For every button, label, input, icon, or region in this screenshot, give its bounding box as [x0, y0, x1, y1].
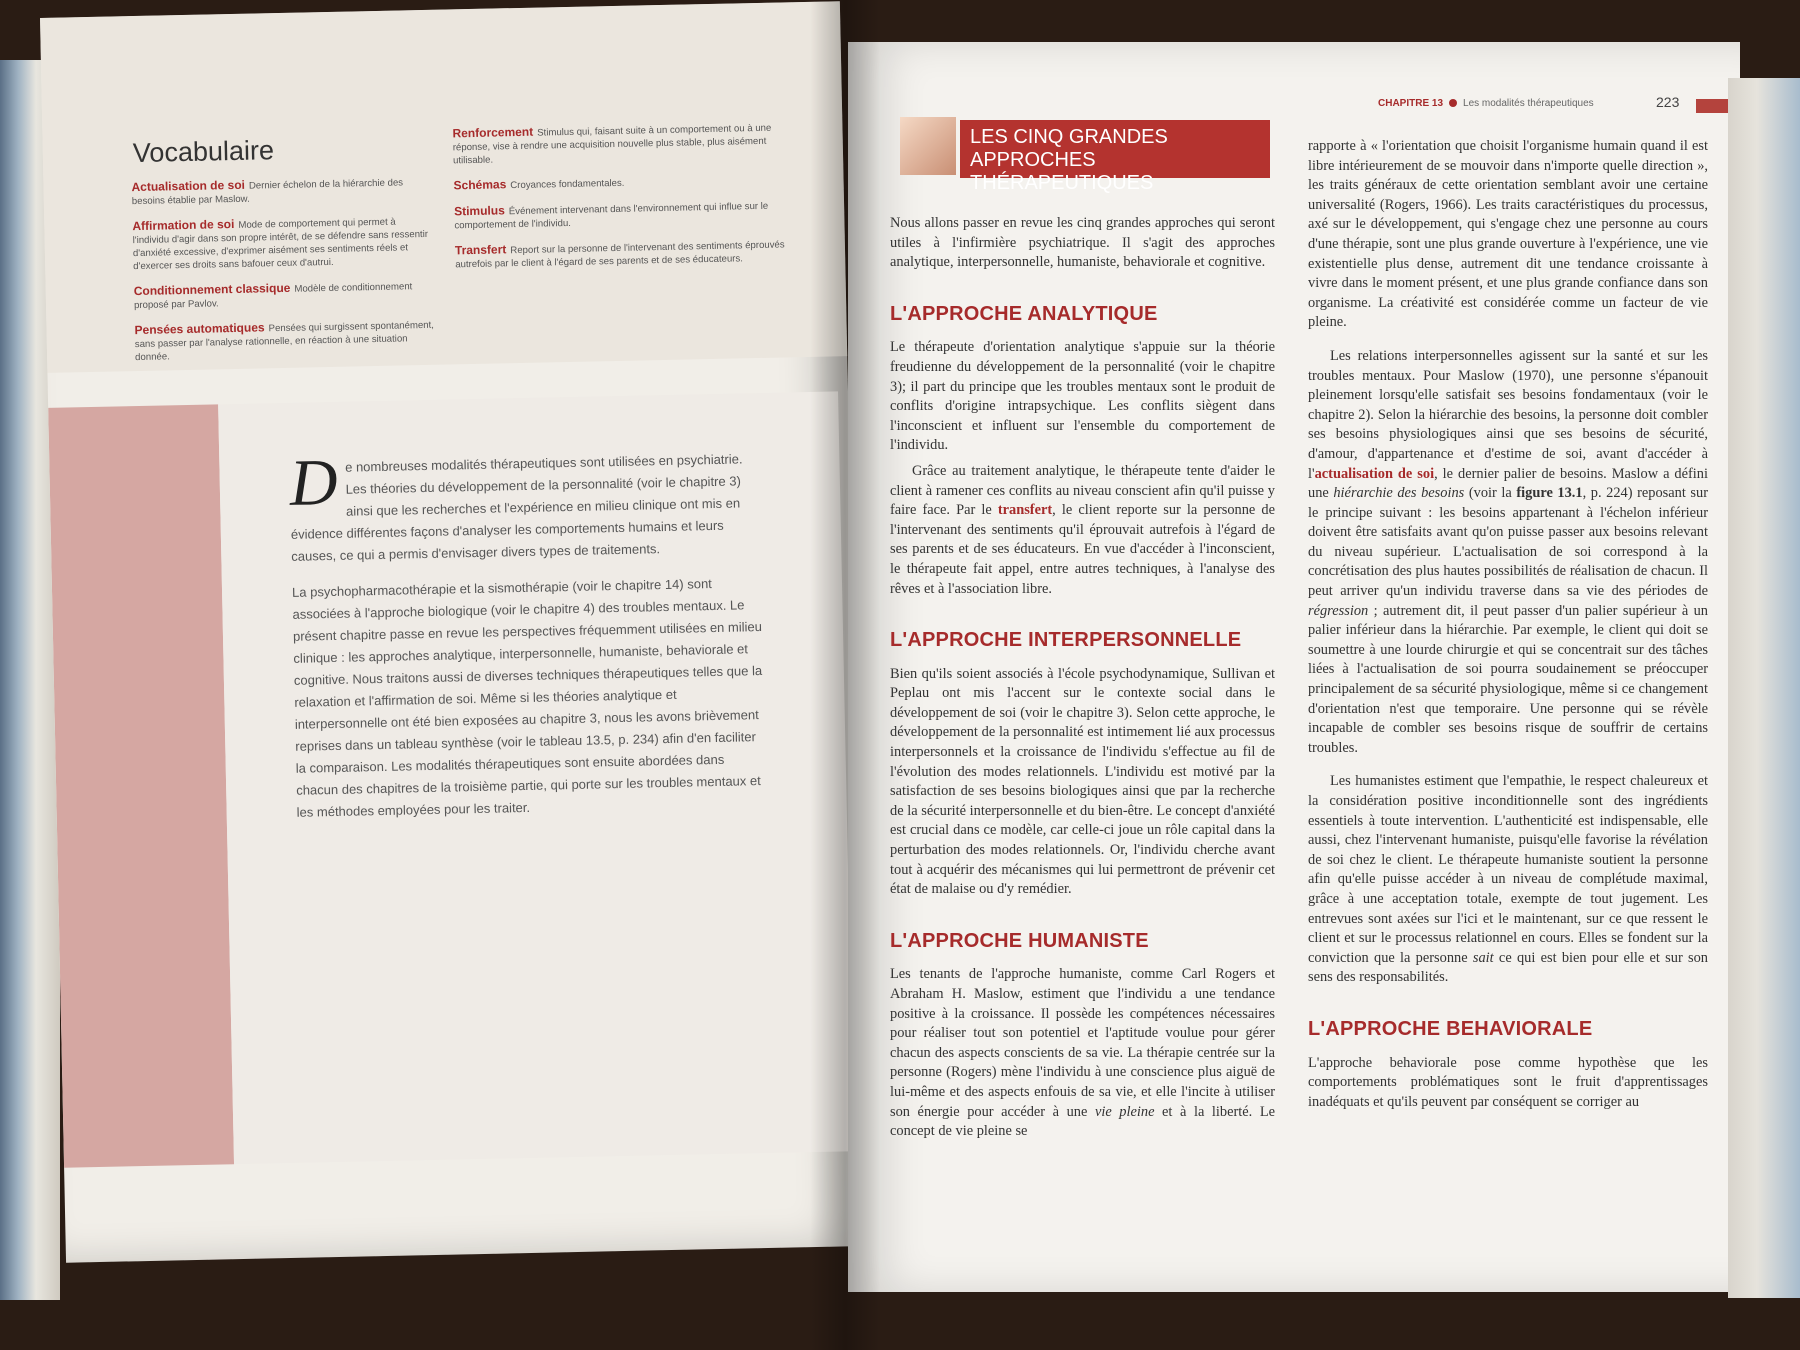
- paragraph: [1308, 772, 1708, 988]
- vocab-term: Renforcement: [452, 124, 534, 141]
- key-term: transfert: [997, 502, 1053, 519]
- emphasis: sait: [1472, 949, 1494, 966]
- vocab-term: Stimulus: [453, 203, 505, 219]
- text-run: et à la liberté. Le concept de vie pleine se: [890, 1103, 1275, 1140]
- chapter-intro: [289, 445, 767, 838]
- text-run: , le dernier palier de besoins. Maslow a défini une: [1308, 465, 1708, 502]
- vocab-definition: Croyances fondamentales.: [510, 177, 625, 192]
- paragraph: [890, 462, 1275, 599]
- text-run: , p. 224) reposant sur le principe suivant : les besoins appartenant à l'échelon inférieur doivent être satisfaits avant qu'on puisse passer aux besoins relevant du niveau supérieur. L'actualisation de soi correspond à la concrétisation des plus hautes possibilités de réalisation de chacun. Il peut arriver qu'un individu traverse dans sa vie des périodes de: [1308, 485, 1708, 600]
- dropcap-letter: D: [289, 445, 339, 520]
- chapter-label: CHAPITRE 13: [1378, 98, 1444, 109]
- paragraph: rapporte à « l'orientation que choisit l'organisme humain quand il est libre intérieurement de se mouvoir dans n'importe quelle direction », les traits généraux de cette orientation semblant avoir une certaine universalité (Rogers, 1966). Les traits caractéristiques du processus, axé sur le développement, qui s'engage chez une personne au cours d'une thérapie, sont une plus grande ouverture à l'expérience, une vie existentielle plus dense, autrement dit une tendance croissante à vivre dans le moment présent, et une plus grande confiance dans son organisme. La créativité est considérée comme un facteur de vie pleine.: [1308, 138, 1708, 331]
- text-run: Les tenants de l'approche humaniste, comme Carl Rogers et Abraham H. Maslow, estiment que l'individu a une tendance positive à la croissance. Il possède les compétences nécessaires pour réaliser tout son potentiel et l'aptitude voulue pour gérer chacun des aspects conscients de sa vie. La thérapie centrée sur la personne (Rogers) mène l'individu à une conscience plus aiguë de lui-même et des aspects enfouis de sa vie, et elle l'incite à utiliser son énergie pour accéder à une: [890, 966, 1275, 1120]
- emphasis: vie pleine: [1094, 1103, 1155, 1120]
- vocab-definition: Modèle de conditionnement proposé par Pavlov.: [133, 281, 413, 312]
- right-page: [848, 42, 1740, 1292]
- vocab-term: Schémas: [453, 177, 507, 193]
- vocab-entry: [134, 279, 434, 312]
- banner-line: THÉRAPEUTIQUES: [970, 172, 1154, 194]
- vocab-definition: Pensées qui surgissent spontanément, sans passer par l'analyse rationnelle, en réaction à une situation donnée.: [134, 319, 435, 364]
- vocab-term: Actualisation de soi: [131, 177, 246, 195]
- paragraph: [1308, 347, 1708, 758]
- vocabulary-right-column: [452, 120, 800, 283]
- figure-reference: figure 13.1: [1516, 485, 1583, 502]
- running-header: [1378, 98, 1594, 109]
- vocab-entry: [455, 237, 800, 271]
- section-heading: L'APPROCHE ANALYTIQUE: [890, 302, 1158, 325]
- chapter-title: Les modalités thérapeutiques: [1463, 98, 1594, 109]
- vocab-definition: Dernier échelon de la hiérarchie des besoins établie par Maslow.: [131, 177, 404, 208]
- text-run: , le client reporte sur la personne de l'intervenant des sentiments qu'il éprouvait autrefois à l'égard de ses parents et de ses éducateurs. En vue d'accéder à l'inconscient, le thérapeute fait appel, entre autres techniques, à l'analyse des rêves et à l'association libre.: [890, 502, 1275, 597]
- section-heading: L'APPROCHE INTERPERSONNELLE: [890, 629, 1242, 652]
- vocab-entry: [454, 198, 799, 232]
- intro-paragraph: La psychopharmacothérapie et la sismothérapie (voir le chapitre 14) sont associées à l'approche biologique (voir le chapitre 4) des troubles mentaux. Le présent chapitre passe en revue les perspectives fréquemment utilisées en milieu clinique : les approches analytique, interpersonnelle, humaniste, behaviorale et cognitive. Nous traitons aussi de diverses techniques thérapeutiques telles que la relaxation et l'affirmation de soi. Même si les théories analytique et interpersonnelle ont été bien exposées au chapitre 3, nous les avons brièvement reprises dans un tableau synthèse (voir le tableau 13.5, p. 234) afin d'en faciliter la comparaison. Les modalités thérapeutiques sont ensuite abordées dans chacun des chapitres de la troisième partie, qui porte sur les troubles mentaux et les méthodes employées pour les traiter.: [291, 576, 763, 820]
- text-run: Grâce au traitement analytique, le thérapeute tente d'aider le client à ramener ces conflits au niveau conscient afin qu'il puisse y faire face. Par le: [890, 462, 1275, 519]
- text-run: ; autrement dit, il peut passer d'un palier supérieur à un palier inférieur dans la hiérarchie. Par exemple, le client qui doit se soumettre à une lourde chirurgie et qui se concentrait sur des tâches liées à l'actualisation de soi pourra soudainement se préoccuper principalement de sa sécurité physiologique, même si ce changement d'orientation n'est que temporaire. Une personne qui se révèle incapable de combler ses besoins risque de souffrir de certains troubles.: [1308, 602, 1708, 756]
- intro-paragraph: [289, 445, 761, 568]
- section-heading: L'APPROCHE HUMANISTE: [890, 929, 1149, 952]
- section-banner: [960, 120, 1270, 194]
- vocabulary-left-column: [131, 175, 435, 376]
- text-run: Les relations interpersonnelles agissent sur la santé et sur les troubles mentaux. Pour Maslow (1970), une personne s'épanouit pleinement lorsqu'elle satisfait ses besoins fondamentaux (voir le chapitre 2). Selon la hiérarchie des besoins, la personne doit combler ses besoins physiologiques ainsi que ses besoins de sécurité, d'amour, d'appartenance et d'estime de soi, avant d'accéder à l': [1308, 347, 1708, 482]
- vocab-definition: Report sur la personne de l'intervenant des sentiments éprouvés autrefois par le client à l'égard de ses parents et de ses éducateurs.: [455, 239, 785, 271]
- text-column-1: [890, 214, 1275, 1148]
- vocab-entry: [452, 120, 798, 167]
- vocab-definition: Événement intervenant dans l'environnement qui influe sur le comportement de l'individu.: [454, 200, 769, 232]
- paragraph: Nous allons passer en revue les cinq grandes approches qui seront utiles à l'infirmière psychiatrique. Il s'agit des approches analytique, interpersonnelle, humaniste, behaviorale et cognitive.: [890, 215, 1275, 271]
- vocab-entry: [132, 214, 433, 273]
- vocab-term: Affirmation de soi: [132, 216, 235, 234]
- banner-line: LES CINQ GRANDES APPROCHES: [970, 126, 1168, 171]
- intro-text: e nombreuses modalités thérapeutiques sont utilisées en psychiatrie. Les théories du développement de la personnalité (voir le chapitre 3) ainsi que les recherches et l'expérience en milieu clinique ont mis en évidence différentes façons d'analyser les comportements humains et leurs causes, ce qui a permis d'envisager divers types de traitements.: [290, 451, 743, 564]
- left-page: [40, 1, 866, 1262]
- paragraph: [890, 965, 1275, 1141]
- paragraph: L'approche behaviorale pose comme hypothèse que les comportements problématiques sont le fruit d'apprentissages inadéquats et qu'ils peuvent par conséquent se corriger au: [1308, 1054, 1708, 1110]
- paragraph: Bien qu'ils soient associés à l'école psychodynamique, Sullivan et Peplau ont mis l'accent sur le contexte social dans le développement de soi (voir le chapitre 3). Selon cette approche, le développement de la personnalité est intimement lié aux processus interpersonnels et la croissance de l'individu s'effectue au fil de l'évolution des modes relationnels. L'individu est motivé par la satisfaction de ses besoins biologiques ainsi que par la recherche de la sécurité interpersonnelle et du bien-être. Le concept d'anxiété est crucial dans ce modèle, car celle-ci joue un rôle capital dans la perturbation des modes relationnels. Or, l'individu cherche avant tout à acquérir des mécanismes qui lui permettront de prévenir cet état de malaise ou d'y remédier.: [890, 665, 1275, 898]
- text-run: ce qui est bien pour elle et sur son sens des responsabilités.: [1308, 949, 1708, 986]
- vocabulary-title: Vocabulaire: [132, 135, 275, 169]
- vocab-definition: Mode de comportement qui permet à l'individu d'agir dans son propre intérêt, de se défendre sans ressentir d'anxiété excessive, d'exprimer aisément ses sentiments réels et d'exercer ses droits sans bafouer ceux d'autrui.: [132, 216, 429, 273]
- text-run: (voir la: [1464, 485, 1517, 502]
- bullet-dot-icon: [1449, 99, 1457, 107]
- vocab-term: Pensées automatiques: [134, 320, 265, 338]
- book-edge-right: [1728, 78, 1800, 1298]
- vocab-entry: [134, 318, 435, 364]
- section-heading: L'APPROCHE BEHAVIORALE: [1308, 1017, 1593, 1040]
- text-run: Les humanistes estiment que l'empathie, le respect chaleureux et la considération positive inconditionnelle sont des ingrédients essentiels à toute intervention. L'authenticité est indispensable, elle aussi, chez l'intervenant humaniste, puisqu'elle favorise la révélation de soi chez le client. Le thérapeute humaniste soutient la personne afin qu'elle puisse accéder à un niveau de complétude maximal, grâce à une acceptation totale, exempte de tout jugement. Les entrevues sont axées sur l'ici et le maintenant, sur ce que ressent le client et sur le processus relationnel en cours. Elles se fondent sur la conviction que la personne: [1308, 773, 1708, 966]
- vocab-entry: [453, 172, 798, 193]
- paragraph: Le thérapeute d'orientation analytique s'appuie sur la théorie freudienne du développement de la personnalité (voir le chapitre 3); il part du principe que les troubles mentaux sont le produit de conflits d'origine intrapsychique. Les conflits siègent dans l'inconscient et influent sur l'ensemble du comportement de l'individu.: [890, 339, 1275, 454]
- pink-margin-band: [48, 404, 234, 1167]
- vocab-term: Conditionnement classique: [133, 280, 291, 299]
- emphasis: hiérarchie des besoins: [1333, 485, 1465, 502]
- vocab-term: Transfert: [454, 242, 507, 258]
- text-column-2: [1308, 137, 1708, 1118]
- emphasis: régression: [1308, 602, 1369, 619]
- page-number: 223: [1656, 94, 1680, 110]
- banner-hand-image: [900, 117, 956, 175]
- vocab-entry: [131, 175, 431, 208]
- vocab-definition: Stimulus qui, faisant suite à un comportement ou à une réponse, vise à rendre une acquisition nouvelle plus stable, plus aisément utilisable.: [452, 122, 772, 167]
- key-term: actualisation de soi: [1314, 465, 1435, 482]
